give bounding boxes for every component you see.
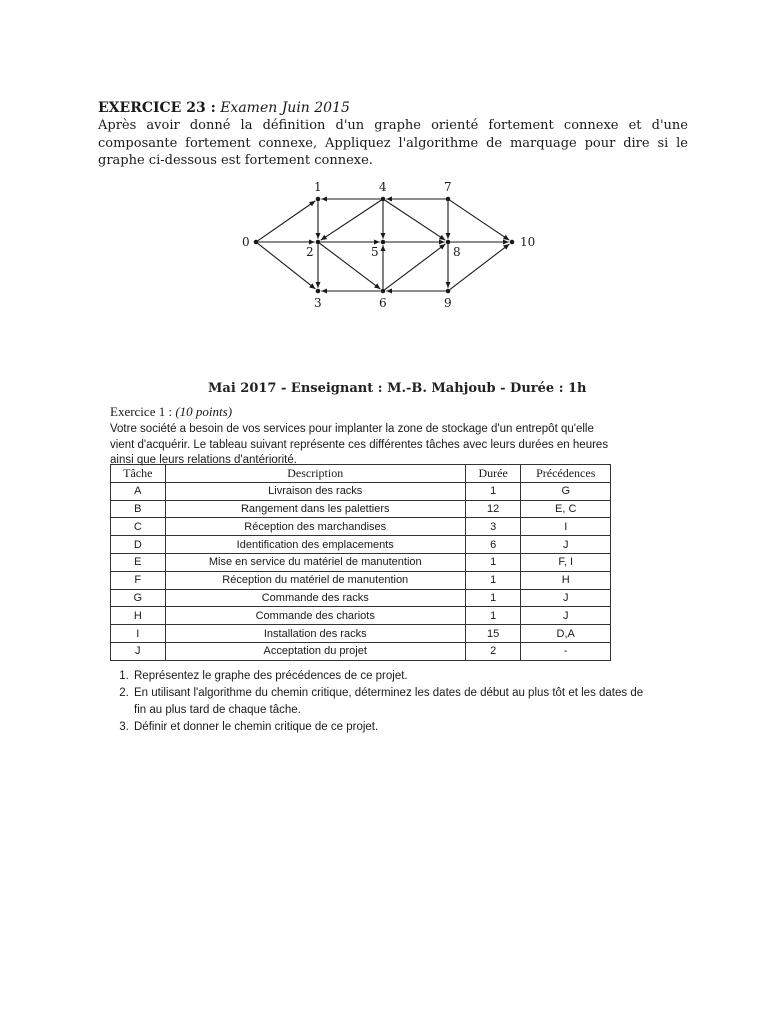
cell-description: Installation des racks [165,625,465,643]
table-row [111,536,611,554]
cell-duration: 12 [465,500,521,518]
cell-precedences: J [521,536,611,554]
cell-description: Identification des emplacements [165,536,465,554]
exercise-1-body: Votre société a besoin de vos services pour implanter la zone de stockage d'un entrepôt qu'elle vient d'acquérir. Le tableau suivant représente ces différentes tâches avec leurs durées en heures ainsi que leurs relations d'antériorité. [110,423,609,466]
table-row [111,642,611,660]
cell-precedences: E, C [521,500,611,518]
cell-precedences: J [521,589,611,607]
cell-precedences: I [521,518,611,536]
exercise-23-exam: Examen Juin 2015 [220,100,350,116]
cell-task: I [111,625,166,643]
graph-node-label: 0 [242,235,250,249]
header-duration: Durée [465,465,521,483]
table-row [111,482,611,500]
cell-duration: 3 [465,518,521,536]
graph-node-2 [316,240,321,245]
graph-node-1 [316,197,321,202]
graph-node-label: 8 [453,245,461,259]
graph-node-label: 3 [314,296,322,310]
cell-precedences: F, I [521,553,611,571]
cut-off-header-text: Mai 2017 - Enseignant : M.-B. Mahjoub - Durée : 1h [208,381,587,396]
cell-task: E [111,553,166,571]
graph-node-8 [446,240,451,245]
graph-edge-0-1 [258,201,315,241]
table-row [111,589,611,607]
cell-duration: 2 [465,642,521,660]
cell-precedences: G [521,482,611,500]
table-row [111,500,611,518]
cell-duration: 1 [465,571,521,589]
cell-task: C [111,518,166,536]
graph-node-label: 5 [371,245,379,259]
graph-edge-6-8 [385,244,446,290]
tasks-body [111,482,611,660]
exercise-23-title [98,100,688,117]
graph-svg [236,180,546,310]
graph-node-label: 7 [444,180,452,194]
graph-node-label: 10 [520,235,536,249]
cell-task: B [111,500,166,518]
question-item: 1. Représentez le graphe des précédences de ce projet. [132,668,652,685]
header-description: Description [165,465,465,483]
cut-off-header [200,378,587,396]
cell-duration: 6 [465,536,521,554]
graph-node-label: 4 [379,180,387,194]
question-item: 2. En utilisant l'algorithme du chemin critique, déterminez les dates de début au plus tôt et les dates de fin au plus tard de chaque tâche. [132,685,652,719]
cell-description: Acceptation du projet [165,642,465,660]
graph-node-label: 9 [444,296,452,310]
cell-precedences: - [521,642,611,660]
graph-node-10 [510,240,515,245]
table-row [111,553,611,571]
graph-edge-7-10 [450,200,509,240]
graph-edge-4-2 [321,200,381,240]
table-row [111,625,611,643]
cell-task: D [111,536,166,554]
table-row [111,571,611,589]
exercise-1 [110,404,615,469]
cell-description: Livraison des racks [165,482,465,500]
exercise-23-body: Après avoir donné la définition d'un graphe orienté fortement connexe et d'une composante fortement connexe, Appliquez l'algorithme de marquage pour dire si le graphe ci-dessous est fortement connexe. [98,118,688,168]
table-row [111,518,611,536]
graph-node-9 [446,289,451,294]
questions-list [110,668,652,736]
cell-duration: 1 [465,553,521,571]
header-task: Tâche [111,465,166,483]
cell-description: Commande des racks [165,589,465,607]
cell-description: Réception des marchandises [165,518,465,536]
cell-duration: 15 [465,625,521,643]
cell-task: H [111,607,166,625]
cell-precedences: D,A [521,625,611,643]
exercise-1-label: Exercice 1 : [110,404,173,419]
cell-duration: 1 [465,482,521,500]
cell-description: Rangement dans les palettiers [165,500,465,518]
exercise-1-points: (10 points) [175,404,233,419]
exercise-23 [98,100,688,170]
cell-duration: 1 [465,589,521,607]
cell-duration: 1 [465,607,521,625]
cell-description: Commande des chariots [165,607,465,625]
cell-task: F [111,571,166,589]
graph-node-0 [254,240,259,245]
cell-task: G [111,589,166,607]
graph-node-3 [316,289,321,294]
cell-precedences: J [521,607,611,625]
tasks-table [110,464,611,661]
exercise-1-title [110,404,615,420]
graph-node-label: 6 [379,296,387,310]
header-precedences: Précédences [521,465,611,483]
graph-node-label: 1 [314,180,322,194]
table-row [111,607,611,625]
table-header-row [111,465,611,483]
cell-description: Réception du matériel de manutention [165,571,465,589]
question-item: 3. Définir et donner le chemin critique de ce projet. [132,719,652,736]
cell-description: Mise en service du matériel de manutention [165,553,465,571]
graph-node-7 [446,197,451,202]
graph-edge-4-8 [385,200,445,240]
cell-task: A [111,482,166,500]
graph-node-label: 2 [306,245,314,259]
exercise-23-label: EXERCICE 23 : [98,100,216,116]
directed-graph [236,180,546,310]
graph-node-6 [381,289,386,294]
graph-node-4 [381,197,386,202]
cell-task: J [111,642,166,660]
cell-precedences: H [521,571,611,589]
graph-node-5 [381,240,386,245]
